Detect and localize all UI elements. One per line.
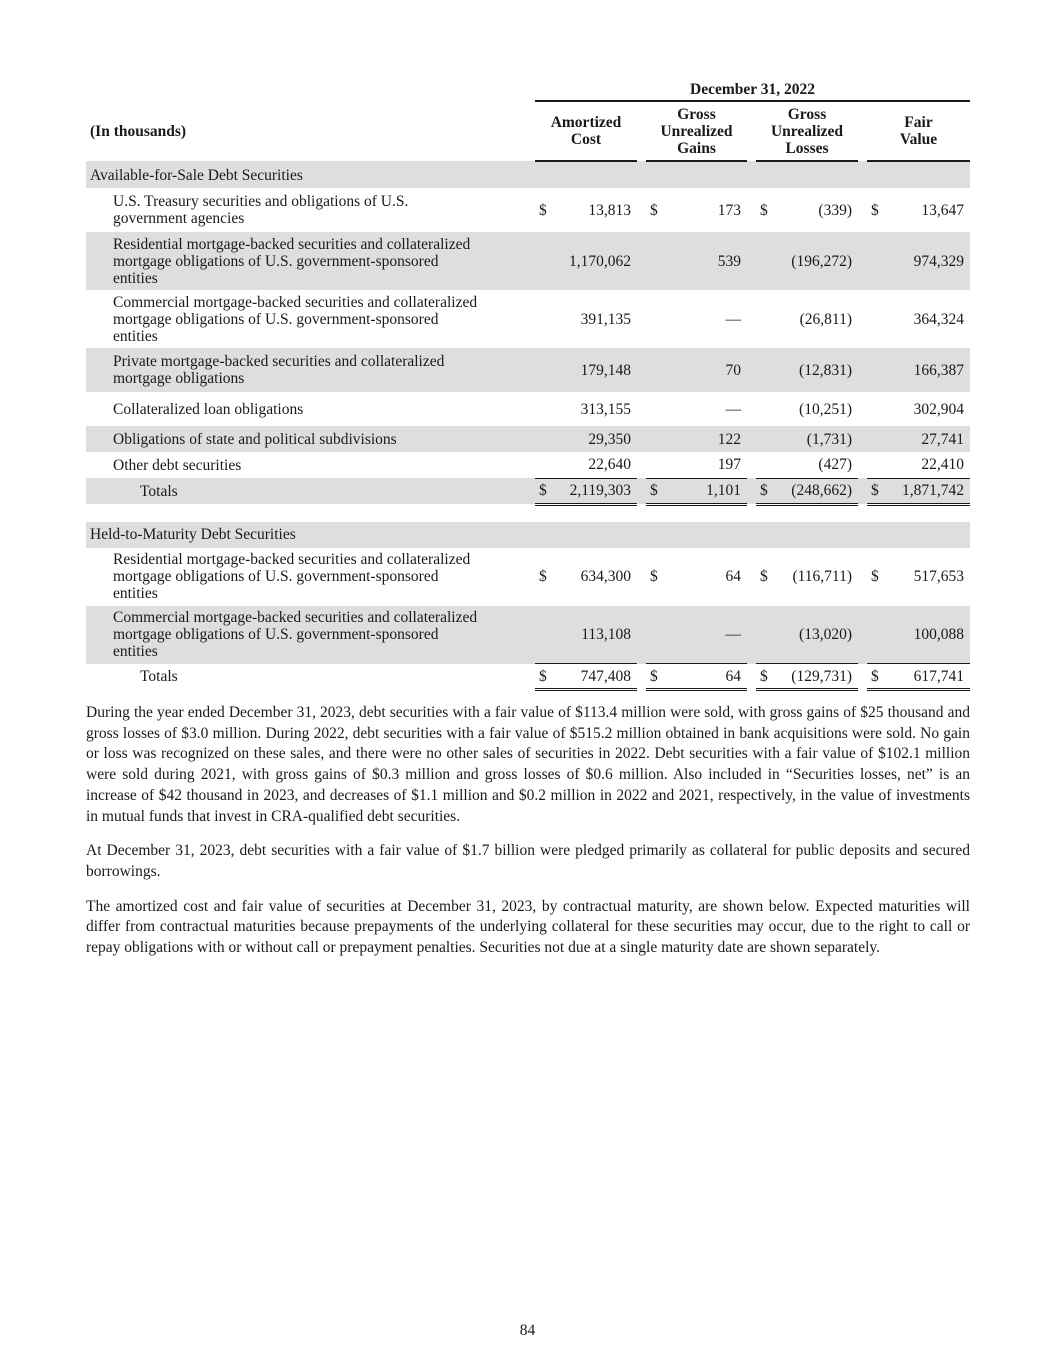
row-label: Other debt securities	[113, 456, 242, 474]
currency-symbol	[867, 426, 887, 452]
currency-symbol: $	[646, 664, 666, 690]
value-gross-unrealized-gains: 539	[666, 232, 747, 290]
section-heading-row	[86, 522, 970, 548]
value-gross-unrealized-losses: (129,731)	[776, 664, 858, 690]
value-gross-unrealized-gains: —	[666, 606, 747, 664]
value-gross-unrealized-gains: 197	[717, 456, 741, 474]
document-page	[86, 78, 970, 973]
value-fair-value: 27,741	[887, 426, 970, 452]
value-fair-value: 100,088	[887, 606, 970, 664]
currency-symbol: $	[871, 568, 879, 585]
table-row	[86, 348, 970, 392]
currency-symbol	[867, 606, 887, 664]
table-row	[86, 548, 970, 606]
currency-symbol	[535, 392, 555, 426]
row-label: U.S. Treasury securities and obligations of U.S. government agencies	[113, 193, 409, 227]
table-row	[86, 392, 970, 426]
column-header-amortized-cost: Amortized Cost	[535, 101, 637, 161]
value-amortized-cost: 22,640	[588, 456, 631, 474]
currency-symbol	[867, 348, 887, 392]
unit-label: (In thousands)	[90, 122, 187, 140]
value-amortized-cost: 113,108	[555, 606, 637, 664]
row-label: Collateralized loan obligations	[113, 400, 304, 418]
value-fair-value: 13,647	[921, 201, 965, 219]
value-gross-unrealized-gains: —	[725, 310, 741, 328]
value-fair-value: 364,324	[913, 310, 965, 328]
value-amortized-cost: 747,408	[555, 664, 637, 690]
currency-symbol	[867, 290, 887, 348]
section-heading-row	[86, 161, 970, 188]
table-row	[86, 232, 970, 290]
totals-label: Totals	[86, 478, 533, 504]
currency-symbol	[756, 606, 776, 664]
currency-symbol	[756, 348, 776, 392]
row-label: Residential mortgage-backed securities and collateralized mortgage obligations of U.S. government-sponsored entities	[113, 551, 471, 602]
value-amortized-cost: 634,300	[580, 568, 631, 585]
currency-symbol: $	[756, 478, 776, 504]
value-fair-value: 517,653	[913, 568, 965, 585]
currency-symbol	[756, 426, 776, 452]
value-gross-unrealized-gains: 173	[717, 201, 741, 219]
currency-symbol: $	[535, 478, 555, 504]
paragraph: During the year ended December 31, 2023, debt securities with a fair value of $113.4 million were sold, with gross gains of $25 thousand and gross losses of $3.0 million. During 2022, debt securities with a fair value of $515.2 million obtained in bank acquisitions were sold. No gain or loss was recognized on these sales, and there were no other sales of securities in 2022. Debt securities with a fair value of $102.1 million were sold during 2021, with gross gains of $0.3 million and gross losses of $0.6 million. Also included in “Securities losses, net” is an increase of $42 thousand in 2023, and decreases of $1.1 million and $0.2 million in 2022 and 2021, respectively, in the value of investments in mutual funds that invest in CRA-qualified debt securities.	[86, 704, 970, 825]
value-amortized-cost: 313,155	[580, 400, 631, 418]
currency-symbol: $	[535, 664, 555, 690]
value-gross-unrealized-losses: (116,711)	[792, 568, 852, 585]
currency-symbol: $	[650, 201, 658, 219]
table-row	[86, 426, 970, 452]
row-label: Commercial mortgage-backed securities and collateralized mortgage obligations of U.S. government-sponsored entities	[86, 606, 533, 664]
paragraph: The amortized cost and fair value of securities at December 31, 2023, by contractual maturity, are shown below. Expected maturities will differ from contractual maturities because prepayments of the underlying collateral for these securities may occur, due to the right to call or repay obligations with or without call or prepayment penalties. Securities not due at a single maturity date are shown separately.	[86, 897, 970, 957]
section-heading: Available-for-Sale Debt Securities	[86, 161, 970, 188]
value-gross-unrealized-losses: (10,251)	[799, 400, 852, 418]
currency-symbol	[756, 232, 776, 290]
column-header-fair-value: Fair Value	[867, 101, 970, 161]
page-number: 84	[519, 1322, 536, 1339]
value-fair-value: 166,387	[887, 348, 970, 392]
value-fair-value: 302,904	[913, 400, 965, 418]
currency-symbol	[646, 426, 666, 452]
table-row	[86, 290, 970, 348]
value-amortized-cost: 179,148	[555, 348, 637, 392]
currency-symbol	[756, 392, 776, 426]
paragraph: At December 31, 2023, debt securities with a fair value of $1.7 billion were pledged primarily as collateral for public deposits and secured borrowings.	[86, 842, 970, 880]
currency-symbol	[535, 606, 555, 664]
row-label: Residential mortgage-backed securities and collateralized mortgage obligations of U.S. government-sponsored entities	[86, 232, 533, 290]
value-gross-unrealized-losses: (339)	[818, 201, 852, 219]
value-fair-value: 617,741	[887, 664, 970, 690]
currency-symbol: $	[539, 568, 547, 585]
value-gross-unrealized-gains: 64	[666, 664, 747, 690]
currency-symbol	[535, 232, 555, 290]
value-gross-unrealized-gains: 1,101	[666, 478, 747, 504]
value-amortized-cost: 391,135	[580, 310, 631, 328]
value-fair-value: 22,410	[921, 456, 965, 474]
value-gross-unrealized-losses: (13,020)	[776, 606, 858, 664]
value-gross-unrealized-gains: 64	[725, 568, 741, 585]
value-gross-unrealized-gains: 122	[666, 426, 747, 452]
value-amortized-cost: 29,350	[555, 426, 637, 452]
value-gross-unrealized-losses: (248,662)	[776, 478, 858, 504]
value-gross-unrealized-gains: —	[725, 400, 741, 418]
currency-symbol	[756, 290, 776, 348]
totals-row	[86, 478, 970, 504]
column-header-gross-unrealized-losses: Gross Unrealized Losses	[756, 101, 858, 161]
totals-row	[86, 664, 970, 690]
currency-symbol	[867, 232, 887, 290]
currency-symbol: $	[756, 664, 776, 690]
currency-symbol: $	[871, 201, 879, 219]
currency-symbol	[535, 426, 555, 452]
value-gross-unrealized-losses: (26,811)	[799, 310, 852, 328]
value-gross-unrealized-losses: (427)	[818, 456, 852, 474]
value-amortized-cost: 13,813	[588, 201, 631, 219]
table-period-header: December 31, 2022	[535, 78, 970, 101]
currency-symbol: $	[867, 664, 887, 690]
currency-symbol	[867, 392, 887, 426]
currency-symbol: $	[760, 201, 768, 219]
table-row	[86, 188, 970, 232]
value-gross-unrealized-losses: (1,731)	[776, 426, 858, 452]
currency-symbol	[646, 452, 666, 478]
value-fair-value: 1,871,742	[887, 478, 970, 504]
currency-symbol: $	[867, 478, 887, 504]
value-gross-unrealized-losses: (12,831)	[776, 348, 858, 392]
column-header-gross-unrealized-gains: Gross Unrealized Gains	[646, 101, 747, 161]
table-row	[86, 452, 970, 478]
value-gross-unrealized-losses: (196,272)	[776, 232, 858, 290]
currency-symbol: $	[646, 478, 666, 504]
notes-text	[86, 703, 970, 959]
totals-label: Totals	[140, 668, 178, 685]
currency-symbol	[646, 392, 666, 426]
currency-symbol: $	[539, 201, 547, 219]
securities-table	[86, 78, 970, 691]
currency-symbol	[646, 348, 666, 392]
value-amortized-cost: 1,170,062	[555, 232, 637, 290]
currency-symbol	[535, 452, 555, 478]
currency-symbol: $	[760, 568, 768, 585]
currency-symbol	[646, 232, 666, 290]
row-label: Private mortgage-backed securities and collateralized mortgage obligations	[86, 348, 533, 392]
currency-symbol: $	[650, 568, 658, 585]
value-gross-unrealized-gains: 70	[666, 348, 747, 392]
section-heading: Held-to-Maturity Debt Securities	[86, 522, 970, 548]
currency-symbol	[535, 348, 555, 392]
currency-symbol	[756, 452, 776, 478]
currency-symbol	[535, 290, 555, 348]
currency-symbol	[646, 290, 666, 348]
row-label: Obligations of state and political subdivisions	[86, 426, 533, 452]
currency-symbol	[646, 606, 666, 664]
value-fair-value: 974,329	[887, 232, 970, 290]
value-amortized-cost: 2,119,303	[555, 478, 637, 504]
row-label: Commercial mortgage-backed securities and collateralized mortgage obligations of U.S. government-sponsored entities	[113, 293, 478, 345]
currency-symbol	[867, 452, 887, 478]
table-row	[86, 606, 970, 664]
